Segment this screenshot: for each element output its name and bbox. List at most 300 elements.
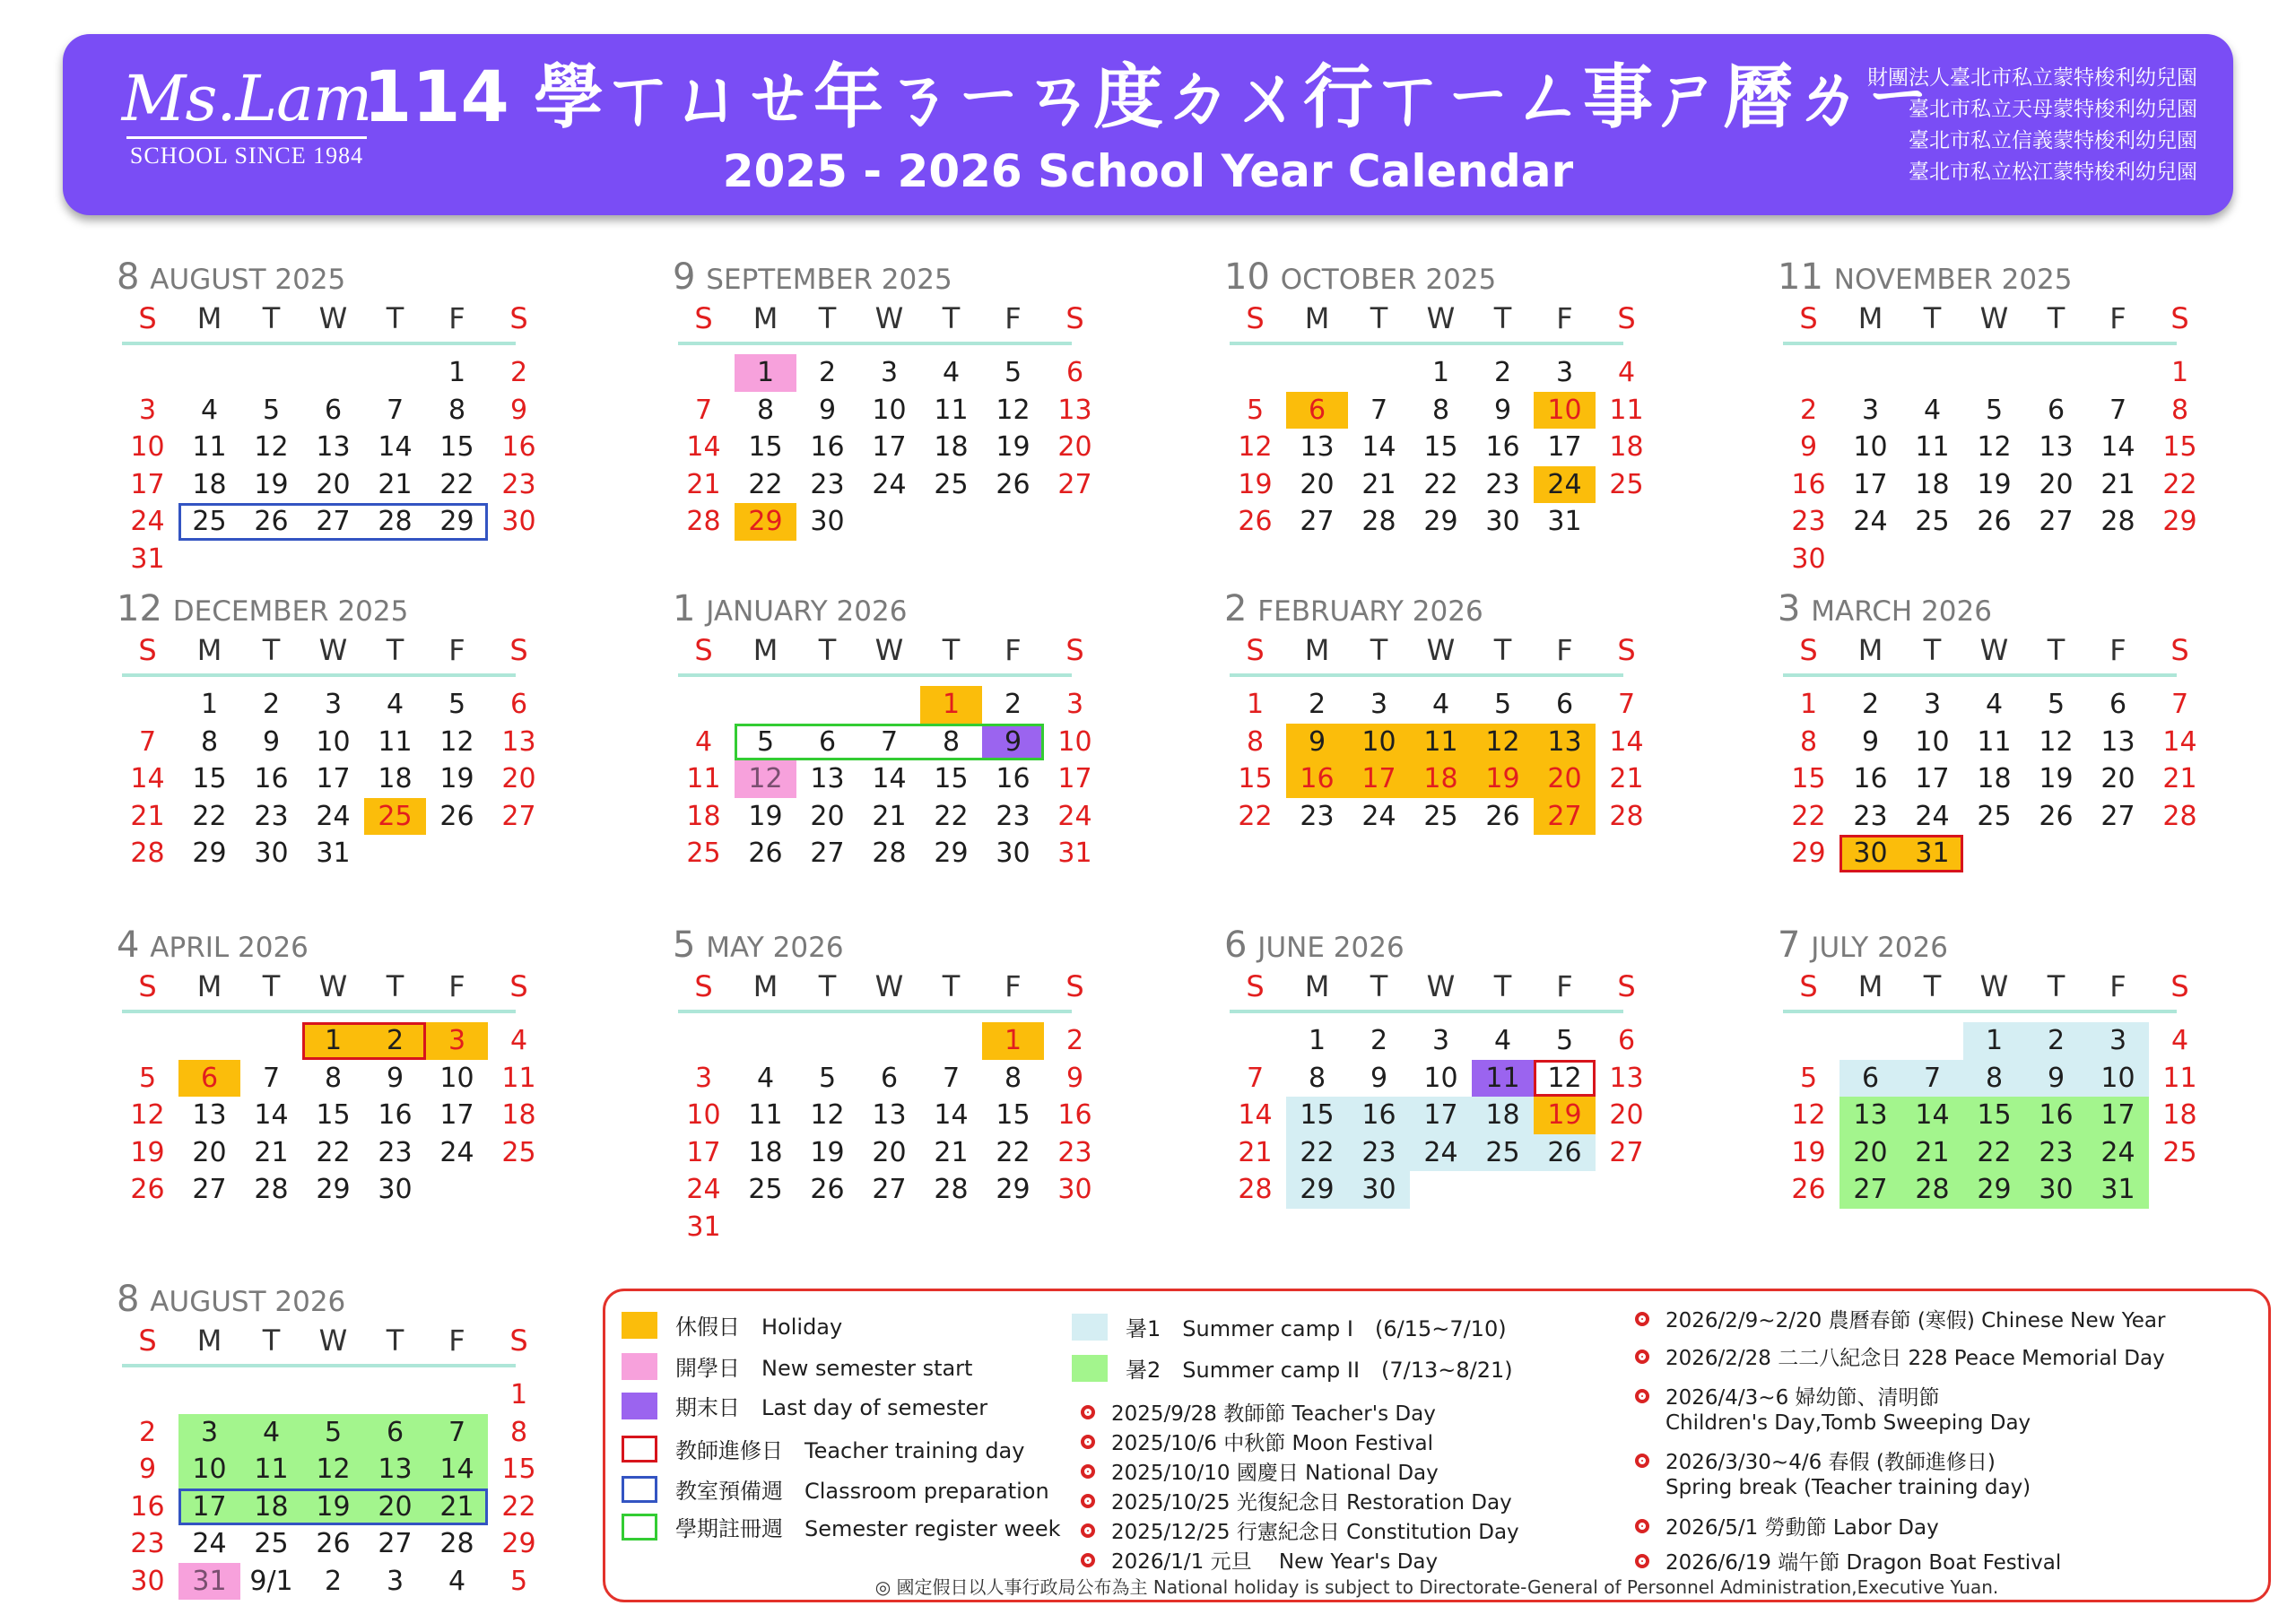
month-number: 6: [1224, 924, 1248, 966]
day-cell: 5: [262, 394, 281, 426]
month-name: NOVEMBER 2025: [1824, 264, 2073, 296]
day-cell: 21: [686, 468, 721, 500]
day-cell: 4: [756, 1062, 775, 1094]
day-cell: 7: [694, 394, 713, 426]
day-cell: 20: [1300, 468, 1335, 500]
school-name: 財團法人臺北市私立蒙特梭利幼兒園: [1867, 66, 2197, 90]
day-cell: 31: [1057, 838, 1092, 869]
day-cell: 20: [1057, 431, 1092, 463]
day-cell: 17: [1547, 431, 1582, 463]
weekday-label: W: [874, 969, 904, 1003]
day-cell: 26: [1485, 800, 1520, 832]
legend-label: 教師進修日 Teacher training day: [675, 1438, 1025, 1463]
month-name: SEPTEMBER 2025: [697, 264, 952, 296]
empty-cell: [2087, 354, 2149, 392]
empty-cell: [1901, 1022, 1963, 1060]
day-cell: 11: [240, 1451, 302, 1488]
weekday-label: T: [942, 301, 961, 335]
weekday-label: F: [448, 969, 465, 1003]
day-cell: 7: [386, 394, 404, 426]
empty-cell: [858, 1022, 920, 1060]
month-number: 8: [117, 1279, 140, 1320]
weekday-label: M: [1304, 301, 1330, 335]
empty-cell: [1778, 1022, 1839, 1060]
weekday-label: S: [2170, 301, 2189, 335]
weekday-label: S: [1065, 633, 1084, 667]
empty-cell: [117, 354, 178, 392]
weekday-label: S: [138, 301, 157, 335]
month-apr-2026: [117, 924, 536, 1209]
legend-label: 教室預備週 Classroom preparation: [675, 1479, 1049, 1504]
day-cell: 23: [1485, 468, 1520, 500]
day-cell: 28: [254, 1174, 289, 1205]
day-cell: 7: [1617, 689, 1636, 720]
day-cell: 9: [1065, 1062, 1084, 1094]
day-cell: 2: [818, 357, 837, 388]
day-cell: 17: [2087, 1097, 2149, 1134]
day-cell: 11: [1609, 394, 1644, 426]
weekday-label: T: [262, 633, 281, 667]
weekday-label: S: [2170, 633, 2189, 667]
weekday-label: S: [509, 1324, 528, 1358]
day-grid: [673, 1022, 1092, 1245]
day-cell: 2: [1493, 357, 1512, 388]
day-cell: 6: [364, 1414, 426, 1452]
day-cell: 3: [426, 1022, 488, 1060]
day-cell: 15: [439, 431, 474, 463]
day-cell: 4: [2170, 1025, 2189, 1056]
month-title: [1224, 587, 1637, 630]
day-cell: 23: [1853, 800, 1888, 832]
empty-cell: [796, 1022, 858, 1060]
day-cell: 27: [1839, 1171, 1901, 1209]
day-cell: 6: [178, 1060, 240, 1098]
weekday-label: M: [1857, 301, 1883, 335]
weekday-label: F: [2109, 969, 2126, 1003]
bullet-icon: [1635, 1454, 1649, 1468]
day-cell: 22: [192, 800, 227, 832]
day-cell: 12: [1547, 1062, 1582, 1094]
event-item: 2025/10/25 光復紀念日 Restoration Day: [1081, 1486, 1512, 1515]
day-cell: 27: [810, 838, 845, 869]
weekday-header: [673, 299, 1085, 338]
day-cell: 20: [872, 1136, 907, 1168]
day-cell: 9: [138, 1454, 157, 1485]
day-cell: 16: [1057, 1099, 1092, 1131]
week-range-box: [178, 1488, 488, 1526]
weekday-label: T: [1370, 633, 1388, 667]
day-grid: [117, 1022, 536, 1209]
day-cell: 6: [2047, 394, 2066, 426]
weekday-label: F: [2109, 633, 2126, 667]
holiday-note: ◎ 國定假日以人事行政局公布為主 National holiday is subject to Directorate-General of Personnel Administration,Executive Yuan.: [874, 1576, 1999, 1598]
weekday-header: [673, 630, 1085, 670]
month-title: [117, 924, 529, 967]
day-cell: 1: [448, 357, 466, 388]
weekday-label: S: [509, 633, 528, 667]
bullet-icon: [1635, 1312, 1649, 1326]
weekday-label: T: [262, 1324, 281, 1358]
weekday-label: M: [196, 1324, 222, 1358]
day-cell: 22: [934, 800, 969, 832]
next-month-day-cell: 4: [448, 1565, 466, 1597]
day-cell: 29: [439, 506, 474, 537]
day-cell: 29: [1423, 506, 1458, 537]
day-cell: 15: [1286, 1097, 1348, 1134]
day-cell: 4: [240, 1414, 302, 1452]
month-name: APRIL 2026: [141, 932, 309, 964]
day-cell: 12: [302, 1451, 364, 1488]
weekday-label: F: [448, 633, 465, 667]
day-cell: 4: [509, 1025, 528, 1056]
month-feb-2026: [1224, 587, 1644, 835]
day-cell: 21: [1361, 468, 1396, 500]
day-cell: 3: [138, 394, 157, 426]
legend-new-semester: [622, 1350, 972, 1382]
day-cell: 7: [1901, 1060, 1963, 1098]
day-cell: 14: [1238, 1099, 1273, 1131]
school-name: 臺北市私立松江蒙特梭利幼兒園: [1909, 161, 2197, 184]
day-cell: 30: [2025, 1171, 2087, 1209]
month-name: OCTOBER 2025: [1271, 264, 1497, 296]
header-rule: [122, 1010, 516, 1013]
day-cell: 1: [1799, 689, 1818, 720]
weekday-label: W: [874, 301, 904, 335]
empty-cell: [673, 354, 735, 392]
bullet-icon: [1081, 1553, 1095, 1567]
day-cell: 17: [1915, 763, 1950, 794]
day-cell: 7: [426, 1414, 488, 1452]
weekday-label: S: [138, 633, 157, 667]
day-cell: 18: [378, 763, 413, 794]
empty-cell: [178, 1022, 240, 1060]
day-cell: 25: [254, 1528, 289, 1559]
day-cell: 24: [316, 800, 351, 832]
day-cell: 26: [316, 1528, 351, 1559]
month-name: JANUARY 2026: [697, 595, 908, 628]
weekday-label: T: [2047, 301, 2066, 335]
day-grid: [1224, 1022, 1644, 1209]
day-cell: 16: [2025, 1097, 2087, 1134]
legend-classroom-prep: [622, 1473, 1049, 1505]
day-cell: 26: [996, 468, 1031, 500]
day-cell: 13: [810, 763, 845, 794]
day-cell: 15: [501, 1454, 536, 1485]
day-cell: 5: [1799, 1062, 1818, 1094]
weekday-label: M: [1857, 969, 1883, 1003]
empty-cell: [673, 686, 735, 724]
weekday-label: F: [1004, 969, 1022, 1003]
day-cell: 2: [1004, 689, 1022, 720]
day-cell: 15: [1963, 1097, 2025, 1134]
day-grid: [1224, 686, 1644, 835]
day-cell: 27: [872, 1174, 907, 1205]
day-cell: 23: [378, 1136, 413, 1168]
weekday-label: S: [1799, 301, 1818, 335]
weekday-label: W: [318, 1324, 348, 1358]
day-cell: 17: [130, 468, 165, 500]
empty-cell: [240, 354, 302, 392]
empty-cell: [735, 1022, 796, 1060]
day-cell: 21: [254, 1136, 289, 1168]
day-cell: 22: [1238, 800, 1273, 832]
day-cell: 13: [872, 1099, 907, 1131]
day-cell: 4: [200, 394, 219, 426]
day-cell: 1: [302, 1022, 364, 1060]
weekday-header: [1778, 299, 2190, 338]
day-cell: 16: [1791, 468, 1826, 500]
weekday-label: W: [874, 633, 904, 667]
day-cell: 6: [509, 689, 528, 720]
day-cell: 9: [386, 1062, 404, 1094]
day-cell: 8: [942, 725, 961, 758]
day-cell: 27: [378, 1528, 413, 1559]
day-cell: 5: [756, 725, 775, 758]
day-cell: 19: [2039, 763, 2074, 794]
day-cell: 22: [316, 1136, 351, 1168]
day-cell: 16: [130, 1490, 165, 1523]
weekday-label: S: [1065, 969, 1084, 1003]
day-cell: 26: [1977, 506, 2012, 537]
day-cell: 29: [996, 1174, 1031, 1205]
day-cell: 1: [1308, 1025, 1326, 1056]
logo-subtitle: SCHOOL SINCE 1984: [129, 143, 364, 169]
event-item: 2026/1/1 元旦 New Year's Day: [1081, 1545, 1438, 1575]
day-cell: 18: [1410, 760, 1472, 798]
day-cell: 25: [1915, 506, 1950, 537]
day-cell: 13: [2100, 725, 2135, 758]
month-number: 4: [117, 924, 140, 966]
weekday-label: W: [1979, 969, 2009, 1003]
day-cell: 31: [1901, 835, 1963, 872]
day-cell: 3: [1923, 689, 1942, 720]
day-cell: 14: [1901, 1097, 1963, 1134]
weekday-label: T: [1493, 301, 1512, 335]
month-name: AUGUST 2025: [141, 264, 346, 296]
day-cell: 19: [996, 431, 1031, 463]
weekday-header: [1224, 299, 1637, 338]
day-cell: 24: [1410, 1134, 1472, 1172]
day-cell: 9: [2025, 1060, 2087, 1098]
day-cell: 14: [2162, 725, 2197, 758]
day-cell: 3: [880, 357, 899, 388]
month-name: FEBRUARY 2026: [1248, 595, 1483, 628]
day-cell: 21: [872, 800, 907, 832]
day-cell: 12: [735, 760, 796, 798]
event-item: 2026/2/28 二二八紀念日 228 Peace Memorial Day: [1635, 1341, 2165, 1371]
day-cell: 3: [1555, 357, 1574, 388]
empty-cell: [117, 686, 178, 724]
bullet-icon: [1081, 1405, 1095, 1419]
day-cell: 31: [686, 1211, 721, 1243]
event-item: 2026/2/9~2/20 農曆春節 (寒假) Chinese New Year: [1635, 1304, 2165, 1333]
day-cell: 25: [748, 1174, 783, 1205]
event-item: 2026/3/30~4/6 春假 (教師進修日): [1635, 1445, 1996, 1475]
event-subtext: Spring break (Teacher training day): [1665, 1476, 2031, 1499]
legend-swatch: [622, 1353, 657, 1380]
bullet-icon: [1635, 1554, 1649, 1568]
day-grid: [673, 686, 1092, 872]
empty-cell: [1224, 354, 1286, 392]
day-cell: 13: [1057, 394, 1092, 426]
day-cell: 24: [192, 1528, 227, 1559]
empty-cell: [735, 686, 796, 724]
day-cell: 7: [1246, 1062, 1265, 1094]
day-cell: 6: [324, 394, 343, 426]
day-cell: 25: [1472, 1134, 1534, 1172]
day-cell: 18: [1915, 468, 1950, 500]
day-cell: 28: [130, 838, 165, 869]
day-cell: 12: [439, 725, 474, 758]
day-cell: 31: [178, 1563, 240, 1601]
day-cell: 8: [509, 1416, 528, 1448]
legend-label: 期末日 Last day of semester: [675, 1395, 988, 1420]
day-cell: 25: [934, 468, 969, 500]
day-cell: 9: [1861, 725, 1880, 758]
month-title: [1224, 924, 1637, 967]
day-cell: 1: [982, 1022, 1044, 1060]
header-rule: [1783, 342, 2177, 345]
day-cell: 29: [501, 1528, 536, 1559]
day-grid: [117, 1376, 536, 1600]
legend-holiday: [622, 1309, 842, 1341]
header-rule: [122, 1364, 516, 1367]
legend-swatch: [622, 1514, 657, 1541]
month-number: 8: [117, 256, 140, 298]
day-cell: 14: [934, 1099, 969, 1131]
weekday-header: [1224, 967, 1637, 1006]
school-name: 臺北市私立天母蒙特梭利幼兒園: [1909, 98, 2197, 121]
day-grid: [117, 686, 536, 872]
day-cell: 26: [439, 800, 474, 832]
day-cell: 29: [1286, 1171, 1348, 1209]
month-title: [673, 256, 1085, 299]
day-cell: 19: [130, 1136, 165, 1168]
weekday-header: [1778, 967, 2190, 1006]
day-cell: 10: [1423, 1062, 1458, 1094]
day-cell: 15: [2162, 431, 2197, 463]
day-cell: 16: [378, 1099, 413, 1131]
day-cell: 28: [1609, 800, 1644, 832]
day-cell: 13: [501, 725, 536, 758]
day-cell: 7: [2170, 689, 2189, 720]
day-cell: 26: [254, 506, 289, 537]
weekday-label: T: [818, 633, 837, 667]
weekday-header: [1778, 630, 2190, 670]
day-grid: [1778, 686, 2197, 872]
month-jun-2026: [1224, 924, 1644, 1209]
weekday-label: T: [818, 969, 837, 1003]
day-cell: 29: [934, 838, 969, 869]
header-banner: [63, 34, 2233, 215]
day-cell: 30: [254, 838, 289, 869]
day-cell: 31: [2087, 1171, 2149, 1209]
day-cell: 27: [501, 800, 536, 832]
day-cell: 1: [920, 686, 982, 724]
weekday-label: W: [1426, 969, 1456, 1003]
day-cell: 16: [1348, 1097, 1410, 1134]
day-cell: 25: [364, 798, 426, 836]
day-cell: 14: [686, 431, 721, 463]
legend-panel: [603, 1289, 2271, 1602]
month-title: [673, 587, 1085, 630]
legend-label: 休假日 Holiday: [675, 1315, 843, 1340]
day-cell: 30: [996, 838, 1031, 869]
event-item: 2025/10/6 中秋節 Moon Festival: [1081, 1427, 1433, 1456]
day-cell: 5: [448, 689, 466, 720]
weekday-label: F: [448, 301, 465, 335]
legend-label: 開學日 New semester start: [675, 1356, 973, 1381]
empty-cell: [2025, 354, 2087, 392]
day-cell: 27: [316, 506, 351, 537]
weekday-label: W: [1979, 301, 2009, 335]
day-cell: 6: [818, 725, 837, 758]
weekday-label: T: [386, 969, 404, 1003]
day-cell: 29: [192, 838, 227, 869]
day-cell: 23: [996, 800, 1031, 832]
day-cell: 3: [1861, 394, 1880, 426]
day-cell: 15: [316, 1099, 351, 1131]
month-title: [1778, 924, 2190, 967]
month-sep-2025: [673, 256, 1092, 541]
day-cell: 19: [748, 800, 783, 832]
day-cell: 20: [2039, 468, 2074, 500]
next-month-day-cell: 9/1: [249, 1565, 293, 1597]
event-item: 2026/5/1 勞動節 Labor Day: [1635, 1511, 1939, 1541]
school-list: [1867, 63, 2197, 188]
legend-last-day: [622, 1390, 987, 1421]
month-jul-2026: [1778, 924, 2197, 1209]
next-month-day-cell: 3: [386, 1565, 404, 1597]
weekday-label: M: [1304, 969, 1330, 1003]
day-cell: 29: [2162, 506, 2197, 537]
day-cell: 10: [1534, 392, 1596, 430]
day-cell: 26: [1534, 1134, 1596, 1172]
day-cell: 11: [1472, 1060, 1534, 1098]
day-cell: 27: [2100, 800, 2135, 832]
day-cell: 10: [178, 1451, 240, 1488]
day-cell: 26: [748, 838, 783, 869]
day-cell: 24: [1915, 800, 1950, 832]
day-cell: 5: [818, 1062, 837, 1094]
day-cell: 20: [2100, 763, 2135, 794]
day-cell: 21: [378, 468, 413, 500]
day-cell: 6: [880, 1062, 899, 1094]
weekday-label: M: [752, 969, 778, 1003]
month-aug-2025: [117, 256, 536, 577]
day-cell: 20: [364, 1488, 426, 1526]
day-cell: 12: [2039, 725, 2074, 758]
title-english: 2025 - 2026 School Year Calendar: [722, 145, 1574, 197]
day-cell: 30: [130, 1565, 165, 1597]
weekday-label: M: [752, 633, 778, 667]
day-cell: 14: [1361, 431, 1396, 463]
day-cell: 6: [1839, 1060, 1901, 1098]
day-cell: 12: [254, 431, 289, 463]
day-cell: 8: [2170, 394, 2189, 426]
day-cell: 26: [810, 1174, 845, 1205]
day-cell: 27: [1609, 1136, 1644, 1168]
day-cell: 28: [872, 838, 907, 869]
day-cell: 18: [686, 800, 721, 832]
month-title: [1778, 587, 2190, 630]
weekday-label: F: [2109, 301, 2126, 335]
day-grid: [1778, 1022, 2197, 1209]
weekday-label: F: [1556, 969, 1573, 1003]
weekday-label: T: [1370, 301, 1388, 335]
day-cell: 23: [1057, 1136, 1092, 1168]
day-cell: 8: [756, 394, 775, 426]
